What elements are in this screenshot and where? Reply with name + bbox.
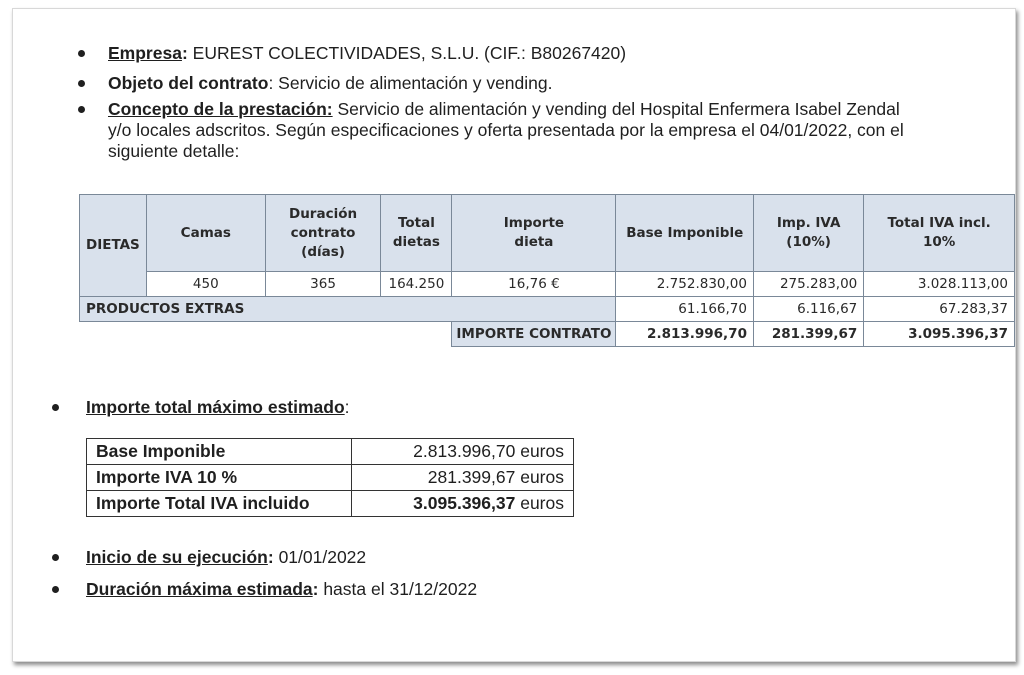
cell-contrato-total: 3.095.396,37: [864, 322, 1015, 347]
table-row: [87, 465, 574, 491]
cell-extras-base: 61.166,70: [616, 297, 754, 322]
header-duracion: Duración contrato (días): [265, 195, 381, 272]
cell-importe-dieta: 16,76 €: [452, 272, 616, 297]
resumen-value: 2.813.996,70 euros: [352, 439, 574, 465]
bullet-concepto: [108, 99, 983, 162]
table-row: [87, 491, 574, 517]
duracion-value: hasta el 31/12/2022: [323, 579, 478, 599]
cell-total: 3.028.113,00: [864, 272, 1015, 297]
table-row: [80, 297, 1015, 322]
cell-total-dietas: 164.250: [381, 272, 452, 297]
concepto-line2: y/o locales adscritos. Según especificaciones y oferta presentada por la empresa el 04/01/2022, con el: [108, 120, 904, 140]
empresa-label: Empresa: [108, 43, 182, 63]
bullet-inicio: Inicio de su ejecución: 01/01/2022: [86, 547, 366, 568]
cell-base: 2.752.830,00: [616, 272, 754, 297]
bullet-empresa: Empresa: EUREST COLECTIVIDADES, S.L.U. (CIF.: B80267420): [108, 43, 626, 64]
resumen-value: 3.095.396,37 euros: [352, 491, 574, 517]
cell-iva: 275.283,00: [753, 272, 863, 297]
bullet-dot: [52, 404, 59, 411]
header-camas: Camas: [146, 195, 265, 272]
objeto-label: Objeto del contrato: [108, 73, 269, 93]
cell-extras-iva: 6.116,67: [753, 297, 863, 322]
bullet-dot: [52, 554, 59, 561]
resumen-label: Importe IVA 10 %: [87, 465, 352, 491]
bullet-dot: [78, 106, 85, 113]
cell-contrato-iva: 281.399,67: [753, 322, 863, 347]
concepto-line3: siguiente detalle:: [108, 141, 240, 161]
table-row: [80, 272, 1015, 297]
resumen-label: Base Imponible: [87, 439, 352, 465]
header-imp-iva: Imp. IVA (10%): [753, 195, 863, 272]
document-page: [12, 8, 1016, 662]
cell-productos-extras: PRODUCTOS EXTRAS: [80, 297, 616, 322]
resumen-value: 281.399,67 euros: [352, 465, 574, 491]
objeto-value: Servicio de alimentación y vending.: [278, 73, 553, 93]
importe-maximo-label: Importe total máximo estimado: [86, 397, 345, 417]
cell-contrato-base: 2.813.996,70: [616, 322, 754, 347]
header-importe-dieta: Importe dieta: [452, 195, 616, 272]
concepto-label: Concepto de la prestación:: [108, 99, 333, 119]
header-base-imponible: Base Imponible: [616, 195, 754, 272]
inicio-value: 01/01/2022: [278, 547, 367, 567]
bullet-duracion: Duración máxima estimada: hasta el 31/12/2022: [86, 579, 477, 600]
duracion-label: Duración máxima estimada: [86, 579, 313, 599]
cell-camas: 450: [146, 272, 265, 297]
dietas-table: [79, 194, 1015, 347]
bullet-objeto: Objeto del contrato: Servicio de alimentación y vending.: [108, 73, 553, 94]
header-total-dietas: Total dietas: [381, 195, 452, 272]
header-dietas: DIETAS: [80, 195, 147, 297]
cell-duracion: 365: [265, 272, 381, 297]
resumen-table: [86, 438, 574, 517]
table-row: [80, 322, 1015, 347]
bullet-importe-maximo: Importe total máximo estimado:: [86, 397, 350, 418]
bullet-dot: [78, 50, 85, 57]
inicio-label: Inicio de su ejecución: [86, 547, 268, 567]
empresa-value: EUREST COLECTIVIDADES, S.L.U. (CIF.: B80267420): [192, 43, 627, 63]
resumen-label: Importe Total IVA incluido: [87, 491, 352, 517]
bullet-dot: [52, 586, 59, 593]
table-row: [87, 439, 574, 465]
bullet-dot: [78, 80, 85, 87]
cell-importe-contrato: IMPORTE CONTRATO: [452, 322, 616, 347]
concepto-line1: Servicio de alimentación y vending del Hospital Enfermera Isabel Zendal: [337, 99, 900, 119]
header-total-iva: Total IVA incl. 10%: [864, 195, 1015, 272]
cell-extras-total: 67.283,37: [864, 297, 1015, 322]
